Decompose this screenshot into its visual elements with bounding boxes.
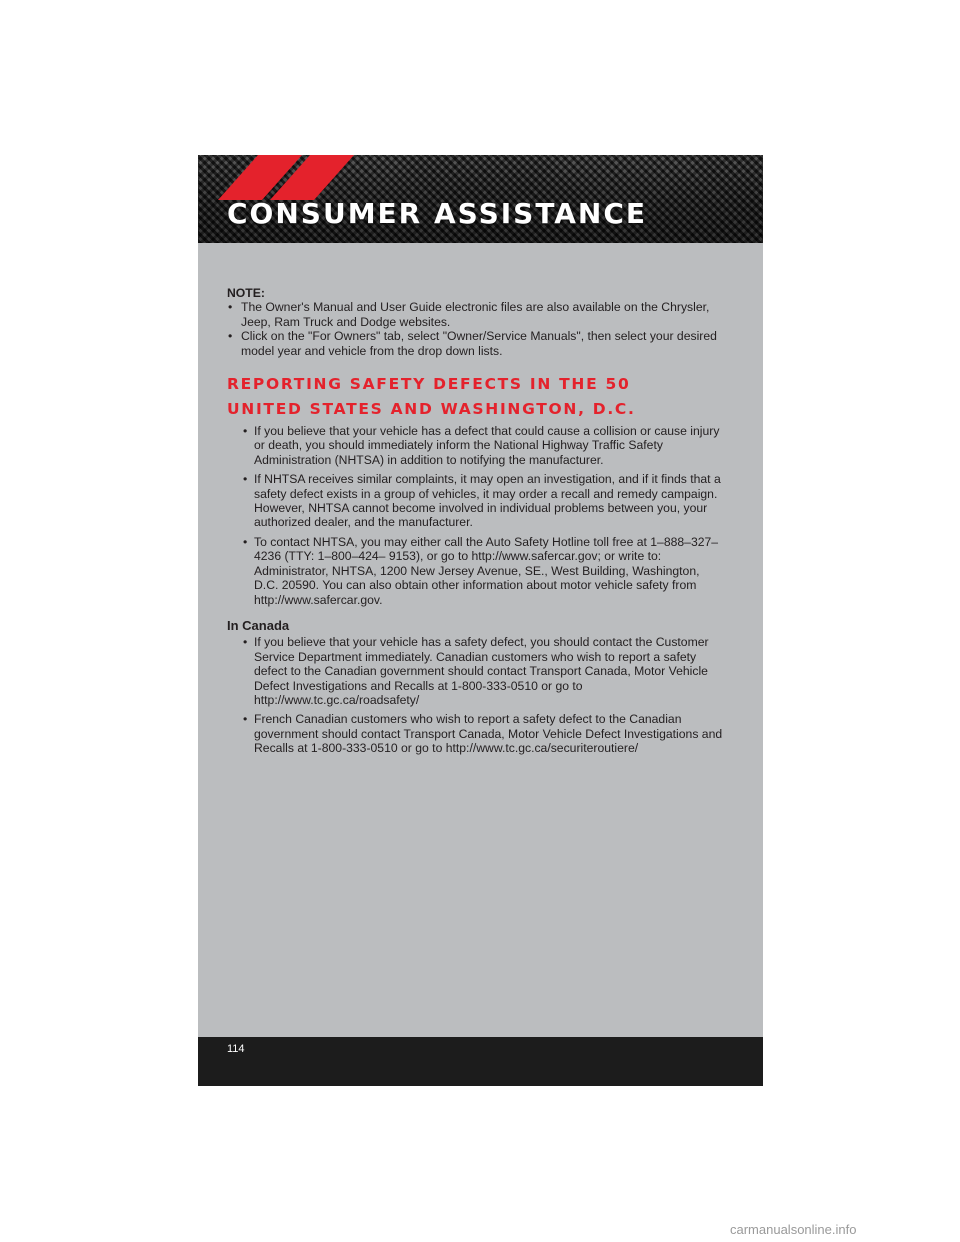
section-heading-line2: UNITED STATES AND WASHINGTON, D.C. (227, 400, 636, 419)
section-heading-line1: REPORTING SAFETY DEFECTS IN THE 50 (227, 375, 631, 394)
note-list (227, 300, 727, 358)
list-item: • To contact NHTSA, you may either call the Auto Safety Hotline toll free at 1–888–327–4236 (TTY: 1–800–424– 9153), or go to http://www.safercar.gov; or write to: Administrator, NHTSA, 1200 New Jersey Avenue, SE., West Building, Washington, D.C. 20590. You can also obtain other information about motor vehicle safety from http://www.safercar.gov. (243, 535, 727, 607)
page-content (227, 286, 727, 756)
list-item: • French Canadian customers who wish to report a safety defect to the Canadian government should contact Transport Canada, Motor Vehicle Defect Investigations and Recalls at 1-800-333-0510 or go to http://www.tc.gc.ca/securiteroutiere/ (243, 712, 727, 755)
page-number: 114 (227, 1043, 245, 1055)
note-label: NOTE: (227, 286, 265, 300)
list-item: • If you believe that your vehicle has a safety defect, you should contact the Customer Service Department immediately. Canadian customers who wish to report a safety defect to the Canadian government should contact Transport Canada, Motor Vehicle Defect Investigations and Recalls at 1-800-333-0510 or go to http://www.tc.gc.ca/roadsafety/ (243, 635, 727, 707)
manual-page (198, 155, 763, 1086)
canada-bullet-list (227, 635, 727, 755)
watermark-text[interactable]: carmanualsonline.info (730, 1222, 857, 1237)
canada-heading: In Canada (227, 617, 290, 633)
note-item: • Click on the "For Owners" tab, select "Owner/Service Manuals", then select your desired model year and vehicle from the drop down lists. (227, 329, 727, 358)
section-heading (227, 372, 727, 422)
note-item: • The Owner's Manual and User Guide electronic files are also available on the Chrysler, Jeep, Ram Truck and Dodge websites. (227, 300, 727, 329)
list-item: • If you believe that your vehicle has a defect that could cause a collision or cause injury or death, you should immediately inform the National Highway Traffic Safety Administration (NHTSA) in addition to notifying the manufacturer. (243, 424, 727, 467)
racing-stripes-graphic (198, 155, 398, 200)
page-header (198, 155, 763, 243)
header-title: CONSUMER ASSISTANCE (227, 197, 648, 230)
note-block (227, 286, 727, 358)
list-item: • If NHTSA receives similar complaints, it may open an investigation, and if it finds that a safety defect exists in a group of vehicles, it may order a recall and remedy campaign. However, NHTSA cannot become involved in individual problems between you, your authorized dealer, and the manufacturer. (243, 472, 727, 530)
page-footer (198, 1037, 763, 1086)
us-bullet-list (227, 424, 727, 607)
